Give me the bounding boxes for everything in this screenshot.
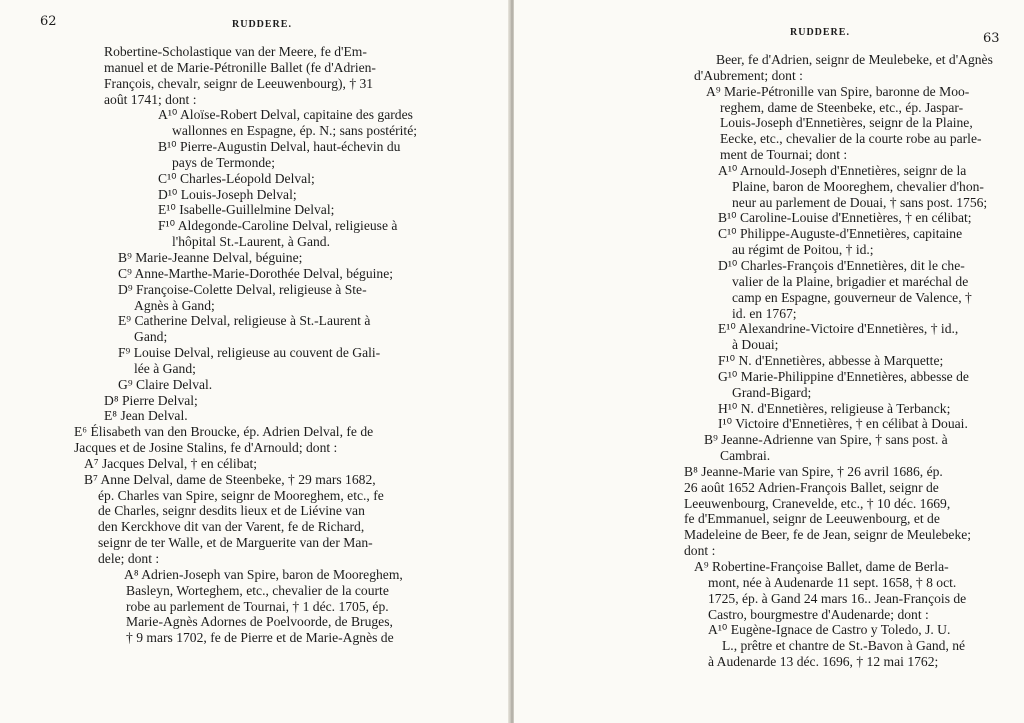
text-line: B⁹ Jeanne-Adrienne van Spire, † sans post. à <box>704 432 948 448</box>
text-line: D¹⁰ Charles-François d'Ennetières, dit le che- <box>718 257 965 273</box>
text-line: C¹⁰ Charles-Léopold Delval; <box>158 170 315 186</box>
text-line: manuel et de Marie-Pétronille Ballet (fe d'Adrien- <box>104 59 376 75</box>
text-line: A⁷ Jacques Delval, † en célibat; <box>84 455 258 471</box>
page-number: 62 <box>40 14 57 29</box>
text-line: den Kerckhove dit van der Varent, fe de Richard, <box>98 519 365 535</box>
text-line: I¹⁰ Victoire d'Ennetières, † en célibat à Douai. <box>718 416 968 432</box>
text-line: E⁸ Jean Delval. <box>104 408 188 424</box>
text-line: Agnès à Gand; <box>134 297 215 313</box>
page-number: 63 <box>983 31 1000 46</box>
text-line: Grand-Bigard; <box>732 384 812 400</box>
text-line: Robertine-Scholastique van der Meere, fe d'Em- <box>104 44 367 59</box>
text-line: A⁹ Robertine-Françoise Ballet, dame de Berla- <box>694 559 949 574</box>
text-line: dele; dont : <box>98 551 160 566</box>
text-line: neur au parlement de Douai, † sans post. 1756; <box>732 194 988 210</box>
text-line: D⁸ Pierre Delval; <box>104 392 198 408</box>
text-line: Cambrai. <box>720 448 771 464</box>
text-line: mont, née à Audenarde 11 sept. 1658, † 8 oct. <box>708 574 957 590</box>
text-line: Gand; <box>134 329 168 345</box>
text-line: F⁹ Louise Delval, religieuse au couvent de Gali- <box>118 345 381 361</box>
text-line: G⁹ Claire Delval. <box>118 376 213 392</box>
text-line: seignr de ter Walle, et de Marguerite van der Man- <box>98 535 373 551</box>
text-line: A⁹ Marie-Pétronille van Spire, baronne de Moo- <box>706 83 970 99</box>
text-line: † 9 mars 1702, fe de Pierre et de Marie-Agnès de <box>126 630 394 646</box>
text-line: F¹⁰ Aldegonde-Caroline Delval, religieuse à <box>158 218 398 234</box>
text-line: ép. Charles van Spire, seignr de Mooreghem, etc., fe <box>98 487 384 503</box>
text-line: ment de Tournai; dont : <box>720 147 848 163</box>
text-line: E⁶ Élisabeth van den Broucke, ép. Adrien Delval, fe de <box>74 424 374 440</box>
text-line: B¹⁰ Pierre-Augustin Delval, haut-échevin du <box>158 139 401 155</box>
text-line: G¹⁰ Marie-Philippine d'Ennetières, abbesse de <box>718 368 969 384</box>
text-line: Madeleine de Beer, fe de Jean, seignr de Meulebeke; <box>684 527 972 543</box>
text-line: F¹⁰ N. d'Ennetières, abbesse à Marquette; <box>718 353 944 369</box>
text-line: août 1741; dont : <box>104 91 197 107</box>
text-line: C⁹ Anne-Marthe-Marie-Dorothée Delval, béguine; <box>118 265 394 281</box>
text-line: Jacques et de Josine Stalins, fe d'Arnould; dont : <box>74 440 338 456</box>
text-line: de Charles, seignr desdits lieux et de Liévine van <box>98 503 365 519</box>
text-line: D⁹ Françoise-Colette Delval, religieuse à Ste- <box>118 281 367 297</box>
text-line: lée à Gand; <box>134 360 196 376</box>
text-line: valier de la Plaine, brigadier et maréchal de <box>732 273 969 289</box>
text-line: A¹⁰ Arnould-Joseph d'Ennetières, seignr de la <box>718 162 967 178</box>
page-body <box>74 44 442 646</box>
text-line: robe au parlement de Tournai, † 1 déc. 1705, ép. <box>126 598 389 614</box>
text-line: à Douai; <box>732 337 779 353</box>
text-line: A¹⁰ Eugène-Ignace de Castro y Toledo, J. U. <box>708 622 951 638</box>
text-line: id. en 1767; <box>732 305 797 321</box>
right-page <box>514 0 1024 723</box>
text-line: d'Aubrement; dont : <box>694 67 803 83</box>
text-line: B¹⁰ Caroline-Louise d'Ennetières, † en célibat; <box>718 210 972 226</box>
text-line: Beer, fe d'Adrien, seignr de Meulebeke, et d'Agnès <box>716 52 993 67</box>
text-line: Leeuwenbourg, Cranevelde, etc., † 10 déc. 1669, <box>684 495 951 511</box>
text-line: Marie-Agnès Adornes de Poelvoorde, de Bruges, <box>126 614 393 630</box>
text-line: B⁷ Anne Delval, dame de Steenbeke, † 29 mars 1682, <box>84 471 376 487</box>
text-line: 1725, ép. à Gand 24 mars 16.. Jean-François de <box>708 590 967 606</box>
text-line: A⁸ Adrien-Joseph van Spire, baron de Mooreghem, <box>124 566 403 582</box>
text-line: Basleyn, Worteghem, etc., chevalier de la courte <box>126 582 389 598</box>
text-line: Plaine, baron de Mooreghem, chevalier d'hon- <box>732 178 984 194</box>
text-line: L., prêtre et chantre de St.-Bavon à Gand, né <box>722 638 966 654</box>
left-page <box>0 0 510 723</box>
running-header: RUDDERE. <box>232 19 292 30</box>
text-line: 26 août 1652 Adrien-François Ballet, seignr de <box>684 479 939 495</box>
text-line: B⁹ Marie-Jeanne Delval, béguine; <box>118 249 303 265</box>
text-line: H¹⁰ N. d'Ennetières, religieuse à Terbanck; <box>718 400 951 416</box>
text-line: dont : <box>684 543 716 559</box>
text-line: fe d'Emmanuel, seignr de Leeuwenbourg, et de <box>684 511 940 527</box>
text-line: Eecke, etc., chevalier de la courte robe au parle- <box>720 131 982 147</box>
text-line: François, chevalr, seignr de Leeuwenbourg), † 31 <box>104 75 374 91</box>
text-line: Castro, bourgmestre d'Audenarde; dont : <box>708 606 929 622</box>
text-line: au régimt de Poitou, † id.; <box>732 242 874 258</box>
text-line: E¹⁰ Isabelle-Guillelmine Delval; <box>158 202 335 218</box>
text-line: à Audenarde 13 déc. 1696, † 12 mai 1762; <box>708 654 939 670</box>
text-line: camp en Espagne, gouverneur de Valence, † <box>732 289 972 305</box>
running-header: RUDDERE. <box>790 27 850 38</box>
text-line: wallonnes en Espagne, ép. N.; sans postérité; <box>172 123 418 139</box>
text-line: B⁸ Jeanne-Marie van Spire, † 26 avril 1686, ép. <box>684 463 943 479</box>
text-line: l'hôpital St.-Laurent, à Gand. <box>172 234 330 250</box>
page-body <box>684 52 998 670</box>
text-line: C¹⁰ Philippe-Auguste-d'Ennetières, capitaine <box>718 226 963 242</box>
text-line: E¹⁰ Alexandrine-Victoire d'Ennetières, † id., <box>718 321 959 337</box>
text-line: D¹⁰ Louis-Joseph Delval; <box>158 186 297 202</box>
text-line: pays de Termonde; <box>172 154 275 170</box>
text-line: A¹⁰ Aloïse-Robert Delval, capitaine des gardes <box>158 107 413 123</box>
text-line: E⁹ Catherine Delval, religieuse à St.-Laurent à <box>118 313 371 329</box>
text-line: reghem, dame de Steenbeke, etc., ép. Jaspar- <box>720 99 964 115</box>
text-line: Louis-Joseph d'Ennetières, seignr de la Plaine, <box>720 115 973 131</box>
